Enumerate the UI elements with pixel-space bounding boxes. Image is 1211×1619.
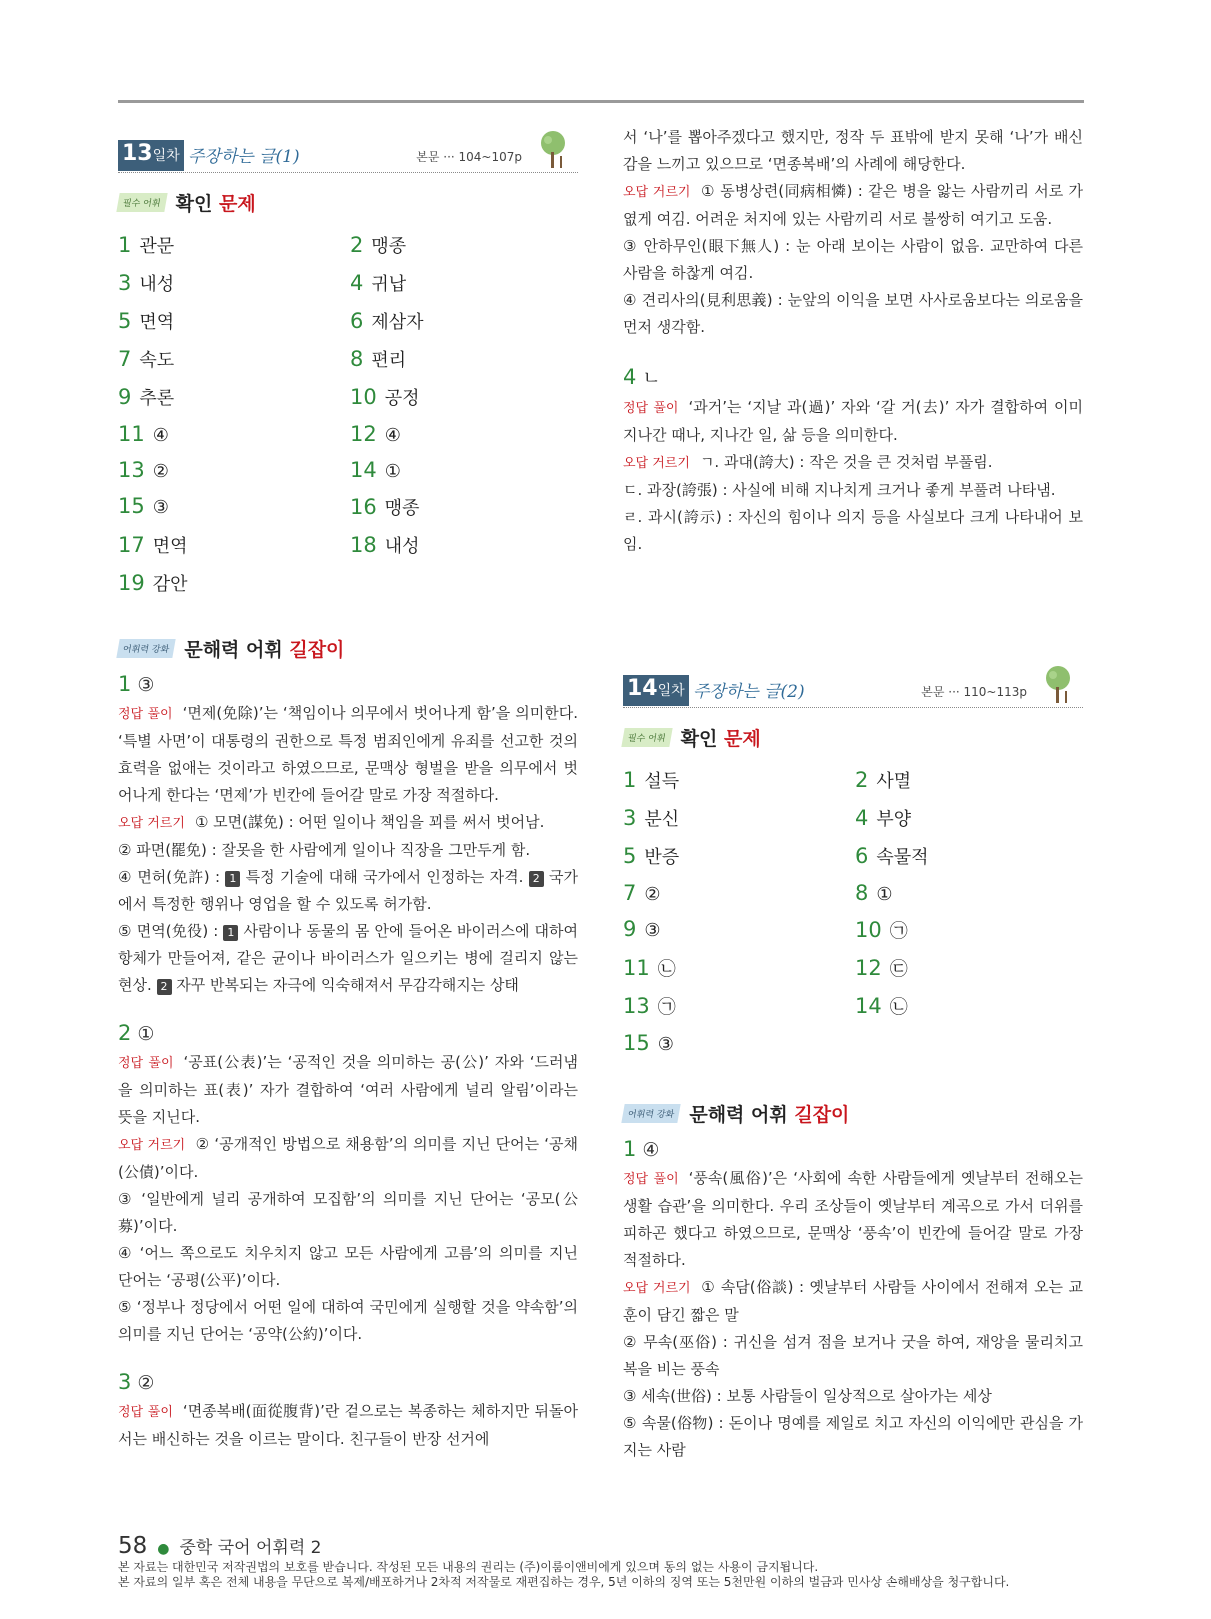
- answer-text: 맹종: [384, 498, 420, 519]
- answer-item: [855, 993, 1075, 1019]
- answer-number: 11: [118, 422, 145, 446]
- answer-number: 15: [118, 494, 145, 518]
- solution-text: 정답 풀이 ‘과거’는 ‘지날 과(過)’ 자와 ‘갈 거(去)’ 자가 결합하여 이미 지나간 때나, 지나간 일, 삶 등을 의미한다.: [623, 398, 1083, 444]
- continued-section: [623, 124, 1083, 558]
- answer-text: ㉠: [889, 921, 908, 942]
- answer-text: ④: [384, 425, 401, 446]
- page-reference: 본문 ··· 104~107p: [416, 150, 522, 164]
- question-number: 1 ④: [623, 1137, 660, 1161]
- answer-text: 공정: [384, 388, 420, 409]
- bullet-icon: ●: [157, 1541, 170, 1557]
- tree-icon: [536, 130, 570, 170]
- answer-text: 내성: [384, 536, 420, 557]
- answer-item: [623, 993, 855, 1019]
- question-number: 2 ①: [118, 1021, 155, 1045]
- solution-text: 정답 풀이 ‘면종복배(面從腹背)’란 겉으로는 복종하는 체하지만 뒤돌아서는 배신하는 것을 이르는 말이다. 친구들이 반장 선거에: [118, 1402, 578, 1448]
- answer-item: [623, 1031, 855, 1055]
- answer-item: [855, 843, 1075, 869]
- answer-number: 8: [855, 881, 869, 905]
- answer-item: [118, 570, 350, 596]
- guide-heading: 어휘력 강화 문해력 어휘 길잡이: [118, 635, 578, 662]
- strengthen-tag: 어휘력 강화: [621, 1104, 681, 1123]
- solution-text: 정답 풀이 ‘공표(公表)’는 ‘공적인 것을 의미하는 공(公)’ 자와 ‘드러냄을 의미하는 표(表)’ 자가 결합하여 ‘여러 사람에게 널리 알림’이라는 뜻을 지닌다.: [118, 1053, 578, 1126]
- wrong-answers: 오답 거르기 ② ‘공개적인 방법으로 채용함’의 의미를 지닌 단어는 ‘공채(公債)’이다. ③ ‘일반에게 널리 공개하여 모집함’의 의미를 지닌 단어는 ‘공모(公募)’이다. ④ ‘어느 쪽으로도 치우치지 않고 모든 사람에게 고름’의 의미를 지닌 단어는 ‘공평(公平)’이다. ⑤ ‘정부나 정당에서 어떤 일에 대하여 국민에게 실행할 것을 약속함’의 의미를 지닌 단어는 ‘공약(公約)’이다.: [118, 1135, 578, 1343]
- answer-number: 10: [855, 918, 882, 942]
- answer-item: [350, 384, 570, 410]
- answer-item: [118, 532, 350, 558]
- answer-item: [118, 384, 350, 410]
- answer-text: ④: [152, 425, 169, 446]
- answer-number: 3: [118, 271, 132, 295]
- copyright-line: 본 자료는 대한민국 저작권법의 보호를 받습니다. 작성된 모든 내용의 권리는 (주)이룸이앤비에게 있으며 동의 없는 사용이 금지됩니다.: [118, 1560, 819, 1574]
- question-number: 4 ㄴ: [623, 365, 661, 389]
- solution-continued: 서 ‘나’를 뽑아주겠다고 했지만, 정작 두 표밖에 받지 못해 ‘나’가 배신감을 느끼고 있으므로 ‘면종복배’의 사례에 해당한다.: [623, 128, 1083, 173]
- answer-number: 9: [118, 385, 132, 409]
- answer-text: ②: [152, 461, 169, 482]
- answer-item: [855, 767, 1075, 793]
- answer-text: 제삼자: [371, 312, 424, 333]
- question-number: 3 ②: [118, 1370, 155, 1394]
- question-number: 1 ③: [118, 672, 155, 696]
- answer-text: ③: [152, 497, 169, 518]
- answer-number: 9: [623, 917, 637, 941]
- answer-number: 1: [623, 768, 637, 792]
- number-badge: 1: [223, 925, 238, 941]
- answer-text: 속물적: [876, 847, 929, 868]
- day-title: 주장하는 글(1): [188, 147, 300, 167]
- wrong-answers: 오답 거르기 ① 모면(謀免) : 어떤 일이나 책임을 꾀를 써서 벗어남. ② 파면(罷免) : 잘못을 한 사람에게 일이나 직장을 그만두게 함. ④ 면허(免許) : 1 특정 기술에 대해 국가에서 인정하는 자격. 2 국가에서 특정한 행위나 영업을 할 수 있도록 허가함. ⑤ 면역(免役) : 1 사람이나 동물의 몸 안에 들어온 바이러스에 대하여 항체가 만들어져, 같은 균이나 바이러스가 일으키는 병에 걸리지 않는 현상. 2 자꾸 반복되는 자극에 익숙해져서 무감각해지는 상태: [118, 813, 579, 994]
- answer-text: 속도: [139, 350, 175, 371]
- answer-number: 15: [623, 1031, 650, 1055]
- answer-text: ③: [657, 1034, 674, 1055]
- answer-item: [350, 346, 570, 372]
- answer-item: [350, 270, 570, 296]
- answer-number: 13: [118, 458, 145, 482]
- essential-tag: 필수 어휘: [621, 728, 672, 747]
- answer-item: [855, 805, 1075, 831]
- page-number: 58: [118, 1533, 148, 1559]
- answer-item: [623, 767, 855, 793]
- answer-number: 12: [350, 422, 377, 446]
- answer-text: ㉠: [657, 997, 676, 1018]
- tree-icon: [1041, 665, 1075, 705]
- answer-text: 설득: [644, 771, 680, 792]
- answer-text: 면역: [139, 312, 175, 333]
- answer-number: 14: [350, 458, 377, 482]
- answer-text: 면역: [152, 536, 188, 557]
- answer-number: 2: [350, 233, 364, 257]
- answer-number: 8: [350, 347, 364, 371]
- answer-number: 11: [623, 956, 650, 980]
- confirm-heading: 필수 어휘 확인 문제: [623, 724, 1083, 751]
- answer-number: 16: [350, 495, 377, 519]
- answer-text: ㉡: [657, 959, 676, 980]
- answer-item: [855, 881, 1075, 905]
- answer-text: 반증: [644, 847, 680, 868]
- answer-item: [118, 422, 350, 446]
- answer-number: 4: [855, 806, 869, 830]
- answer-text: ①: [876, 884, 893, 905]
- answer-text: 분신: [644, 809, 680, 830]
- answer-number: 19: [118, 571, 145, 595]
- answer-grid: [623, 767, 1083, 1055]
- answer-item: [855, 955, 1075, 981]
- wrong-answers: 오답 거르기 ① 동병상련(同病相憐) : 같은 병을 앓는 사람끼리 서로 가엾게 여김. 어려운 처지에 있는 사람끼리 서로 불쌍히 여기고 도움. ③ 안하무인(眼下無人) : 눈 아래 보이는 사람이 없음. 교만하여 다른 사람을 하찮게 여김. ④ 견리사의(見利思義) : 눈앞의 이익을 보면 사사로움보다는 의로움을 먼저 생각함.: [623, 182, 1083, 336]
- answer-number: 6: [855, 844, 869, 868]
- answer-item: [350, 232, 570, 258]
- answer-number: 5: [623, 844, 637, 868]
- answer-item: [118, 270, 350, 296]
- answer-text: ①: [384, 461, 401, 482]
- answer-text: 귀납: [371, 274, 407, 295]
- day13-section: [118, 130, 578, 596]
- page-reference: 본문 ··· 110~113p: [921, 685, 1027, 699]
- answer-text: ㉢: [889, 959, 908, 980]
- answer-item: [118, 308, 350, 334]
- answer-item: [350, 308, 570, 334]
- answer-grid: [118, 232, 578, 596]
- answer-text: 편리: [371, 350, 407, 371]
- answer-item: [623, 881, 855, 905]
- essential-tag: 필수 어휘: [116, 193, 167, 212]
- answer-item: [350, 458, 570, 482]
- answer-item: [623, 843, 855, 869]
- answer-number: 18: [350, 533, 377, 557]
- number-badge: 1: [225, 871, 240, 887]
- guide14-section: [623, 1100, 1083, 1464]
- answer-text: 감안: [152, 574, 188, 595]
- answer-text: 사멸: [876, 771, 912, 792]
- answer-item: [118, 346, 350, 372]
- answer-item: [855, 917, 1075, 943]
- day14-header: [623, 665, 1083, 708]
- answer-number: 13: [623, 994, 650, 1018]
- copyright-line: 본 자료의 일부 혹은 전체 내용을 무단으로 복제/배포하거나 2차적 저작물로 재편집하는 경우, 5년 이하의 징역 또는 5천만원 이하의 벌금과 민사상 손해배상을 청구합니다.: [118, 1575, 1010, 1589]
- guide-heading: 어휘력 강화 문해력 어휘 길잡이: [623, 1100, 1083, 1127]
- wrong-answers: 오답 거르기 ㄱ. 과대(誇大) : 작은 것을 큰 것처럼 부풀림. ㄷ. 과장(誇張) : 사실에 비해 지나치게 크거나 좋게 부풀려 나타냄. ㄹ. 과시(誇示) : 자신의 힘이나 의지 등을 사실보다 크게 나타내어 보임.: [623, 453, 1083, 553]
- answer-item: [350, 494, 570, 520]
- day-badge: 13일차: [118, 140, 184, 171]
- solution-text: 정답 풀이 ‘풍속(風俗)’은 ‘사회에 속한 사람들에게 옛날부터 전해오는 생활 습관’을 의미한다. 우리 조상들이 옛날부터 계곡으로 가서 더위를 피하곤 했다고 하였으므로, 문맥상 ‘풍속’이 빈칸에 들어갈 말로 가장 적절하다.: [623, 1169, 1083, 1269]
- answer-item: [623, 917, 855, 943]
- strengthen-tag: 어휘력 강화: [116, 639, 176, 658]
- answer-text: 부양: [876, 809, 912, 830]
- answer-number: 7: [623, 881, 637, 905]
- answer-number: 12: [855, 956, 882, 980]
- answer-text: 내성: [139, 274, 175, 295]
- answer-text: 추론: [139, 388, 175, 409]
- answer-number: 7: [118, 347, 132, 371]
- answer-item: [350, 422, 570, 446]
- answer-item: [623, 955, 855, 981]
- answer-text: ㉡: [889, 997, 908, 1018]
- day14-section: [623, 665, 1083, 1055]
- answer-text: 맹종: [371, 236, 407, 257]
- answer-number: 6: [350, 309, 364, 333]
- answer-item: [623, 805, 855, 831]
- day13-header: [118, 130, 578, 173]
- confirm-heading: 필수 어휘 확인 문제: [118, 189, 578, 216]
- answer-text: ③: [644, 920, 661, 941]
- answer-item: [118, 458, 350, 482]
- solution-text: 정답 풀이 ‘면제(免除)’는 ‘책임이나 의무에서 벗어나게 함’을 의미한다. ‘특별 사면’이 대통령의 권한으로 특정 범죄인에게 유죄를 선고한 것의 효력을 없애는 것이라고 하였으므로, 문맥상 형벌을 받을 의무에서 벗어나게 한다는 ‘면제’가 빈칸에 들어갈 말로 가장 적절하다.: [118, 704, 578, 804]
- number-badge: 2: [529, 871, 544, 887]
- top-rule: [118, 100, 1084, 103]
- day-badge: 14일차: [623, 675, 689, 706]
- answer-number: 1: [118, 233, 132, 257]
- answer-item: [118, 232, 350, 258]
- answer-item: [350, 532, 570, 558]
- answer-number: 3: [623, 806, 637, 830]
- number-badge: 2: [157, 979, 172, 995]
- guide13-section: [118, 635, 578, 1453]
- answer-number: 4: [350, 271, 364, 295]
- answer-number: 5: [118, 309, 132, 333]
- book-title: 중학 국어 어휘력 2: [179, 1538, 322, 1558]
- wrong-answers: 오답 거르기 ① 속담(俗談) : 옛날부터 사람들 사이에서 전해져 오는 교훈이 담긴 짧은 말 ② 무속(巫俗) : 귀신을 섬겨 점을 보거나 굿을 하여, 재앙을 물리치고 복을 비는 풍속 ③ 세속(世俗) : 보통 사람들이 일상적으로 살아가는 세상 ⑤ 속물(俗物) : 돈이나 명예를 제일로 치고 자신의 이익에만 관심을 가지는 사람: [623, 1278, 1083, 1459]
- answer-text: 관문: [139, 236, 175, 257]
- answer-number: 2: [855, 768, 869, 792]
- answer-number: 10: [350, 385, 377, 409]
- answer-item: [118, 494, 350, 520]
- answer-number: 17: [118, 533, 145, 557]
- answer-text: ②: [644, 884, 661, 905]
- footer: [118, 1533, 1118, 1589]
- day-title: 주장하는 글(2): [693, 682, 805, 702]
- answer-number: 14: [855, 994, 882, 1018]
